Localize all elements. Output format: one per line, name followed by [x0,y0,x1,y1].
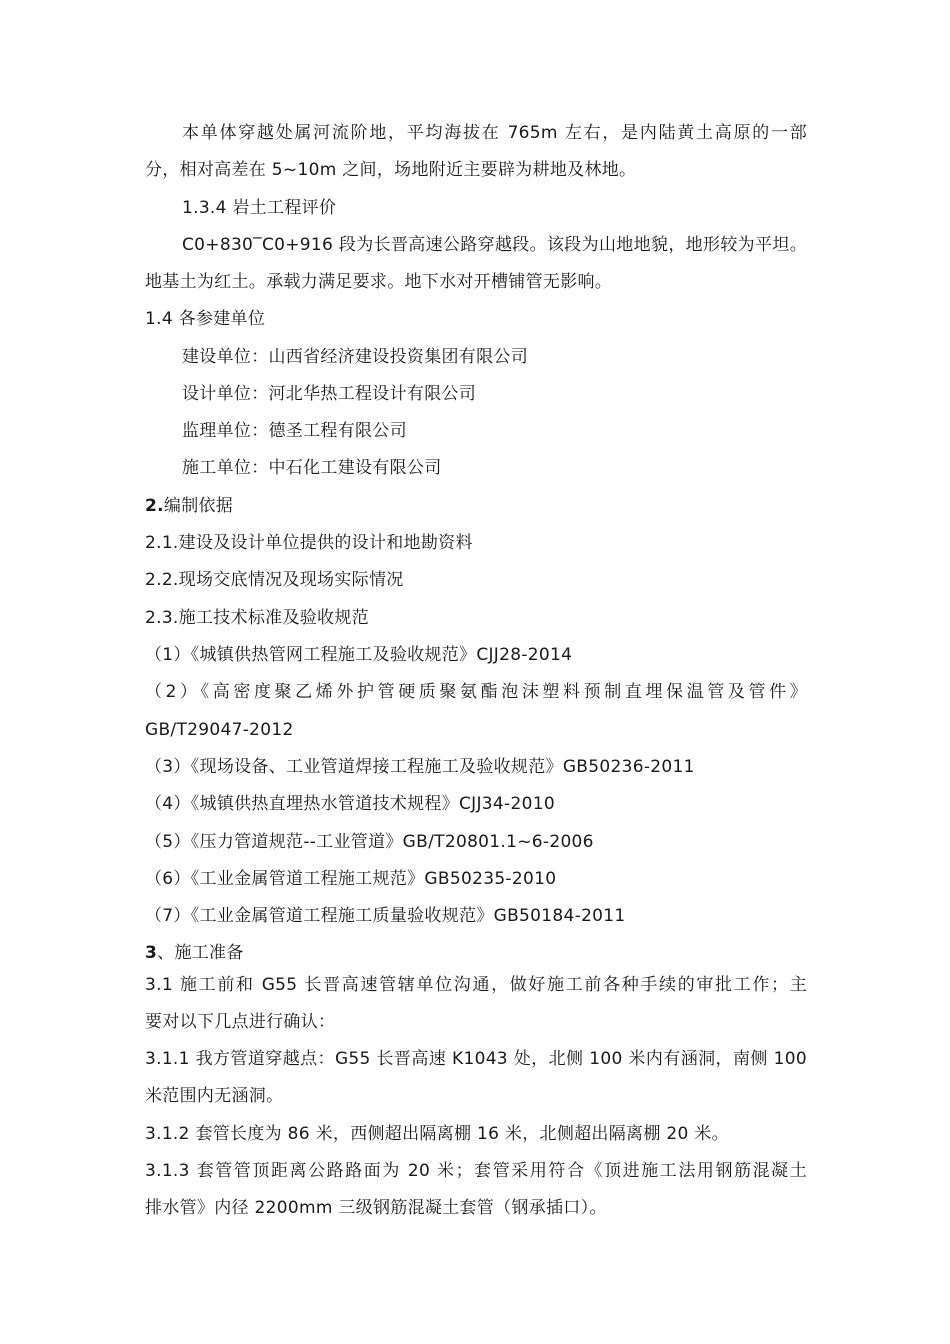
heading-participating-units: 1.4 各参建单位 [145,309,266,329]
section-3-heading [145,941,807,965]
standard-item-6: （6）《工业金属管道工程施工规范》GB50235-2010 [145,869,557,889]
standard-item-2: （2）《高密度聚乙烯外护管硬质聚氨酯泡沫塑料预制直埋保温管及管件》 [145,682,807,702]
standard-item-3: （3）《现场设备、工业管道焊接工程施工及验收规范》GB50236-2011 [145,757,695,777]
unit-designer: 设计单位：河北华热工程设计有限公司 [182,384,477,404]
paragraph-terrain-line-2: 分，相对高差在 5~10m 之间，场地附近主要辟为耕地及林地。 [145,160,637,180]
paragraph-3-1-line-2: 要对以下几点进行确认： [145,1012,336,1032]
standard-item-2-code: GB/T29047-2012 [145,720,294,740]
paragraph-3-1-1-line-1: 3.1.1 我方管道穿越点：G55 长晋高速 K1043 处，北侧 100 米内有涵洞，南侧 100 [145,1049,807,1069]
standard-item-4: （4）《城镇供热直埋热水管道技术规程》CJJ34-2010 [145,794,555,814]
item-2-1: 2.1.建设及设计单位提供的设计和地勘资料 [145,533,473,553]
paragraph-geotechnical-line-1: C0+830‾C0+916 段为长晋高速公路穿越段。该段为山地地貌，地形较为平坦。 [182,235,807,255]
paragraph-3-1-3-line-2: 排水管》内径 2200mm 三级钢筋混凝土套管（钢承插口）。 [145,1198,607,1218]
standard-item-5: （5）《压力管道规范--工业管道》GB/T20801.1~6-2006 [145,832,594,852]
item-2-3: 2.3.施工技术标准及验收规范 [145,608,369,628]
paragraph-3-1-2: 3.1.2 套管长度为 86 米，西侧超出隔离棚 16 米，北侧超出隔离棚 20 米。 [145,1124,729,1144]
unit-construction-owner: 建设单位：山西省经济建设投资集团有限公司 [182,347,528,367]
unit-contractor: 施工单位：中石化工建设有限公司 [182,458,442,478]
section-2-heading [145,494,807,518]
paragraph-3-1-1-line-2: 米范围内无涵洞。 [145,1086,284,1106]
paragraph-geotechnical-line-2: 地基土为红土。承载力满足要求。地下水对开槽铺管无影响。 [145,272,613,292]
paragraph-3-1-3-line-1: 3.1.3 套管管顶距离公路路面为 20 米；套管采用符合《顶进施工法用钢筋混凝土 [145,1161,807,1181]
standard-item-1: （1）《城镇供热管网工程施工及验收规范》CJJ28-2014 [145,645,573,665]
section-2-number: 2. [145,496,164,516]
paragraph-terrain-line-1: 本单体穿越处属河流阶地，平均海拔在 765m 左右，是内陆黄土高原的一部 [182,123,807,143]
item-2-2: 2.2.现场交底情况及现场实际情况 [145,570,404,590]
section-2-title: 编制依据 [163,496,234,516]
section-3-number: 3 [145,943,158,963]
heading-geotechnical-evaluation: 1.3.4 岩土工程评价 [182,198,337,218]
paragraph-3-1-line-1: 3.1 施工前和 G55 长晋高速管辖单位沟通，做好施工前各种手续的审批工作；主 [145,975,807,995]
unit-supervisor: 监理单位：德圣工程有限公司 [182,421,407,441]
section-3-title: 、施工准备 [157,943,244,963]
standard-item-7: （7）《工业金属管道工程施工质量验收规范》GB50184-2011 [145,906,626,926]
